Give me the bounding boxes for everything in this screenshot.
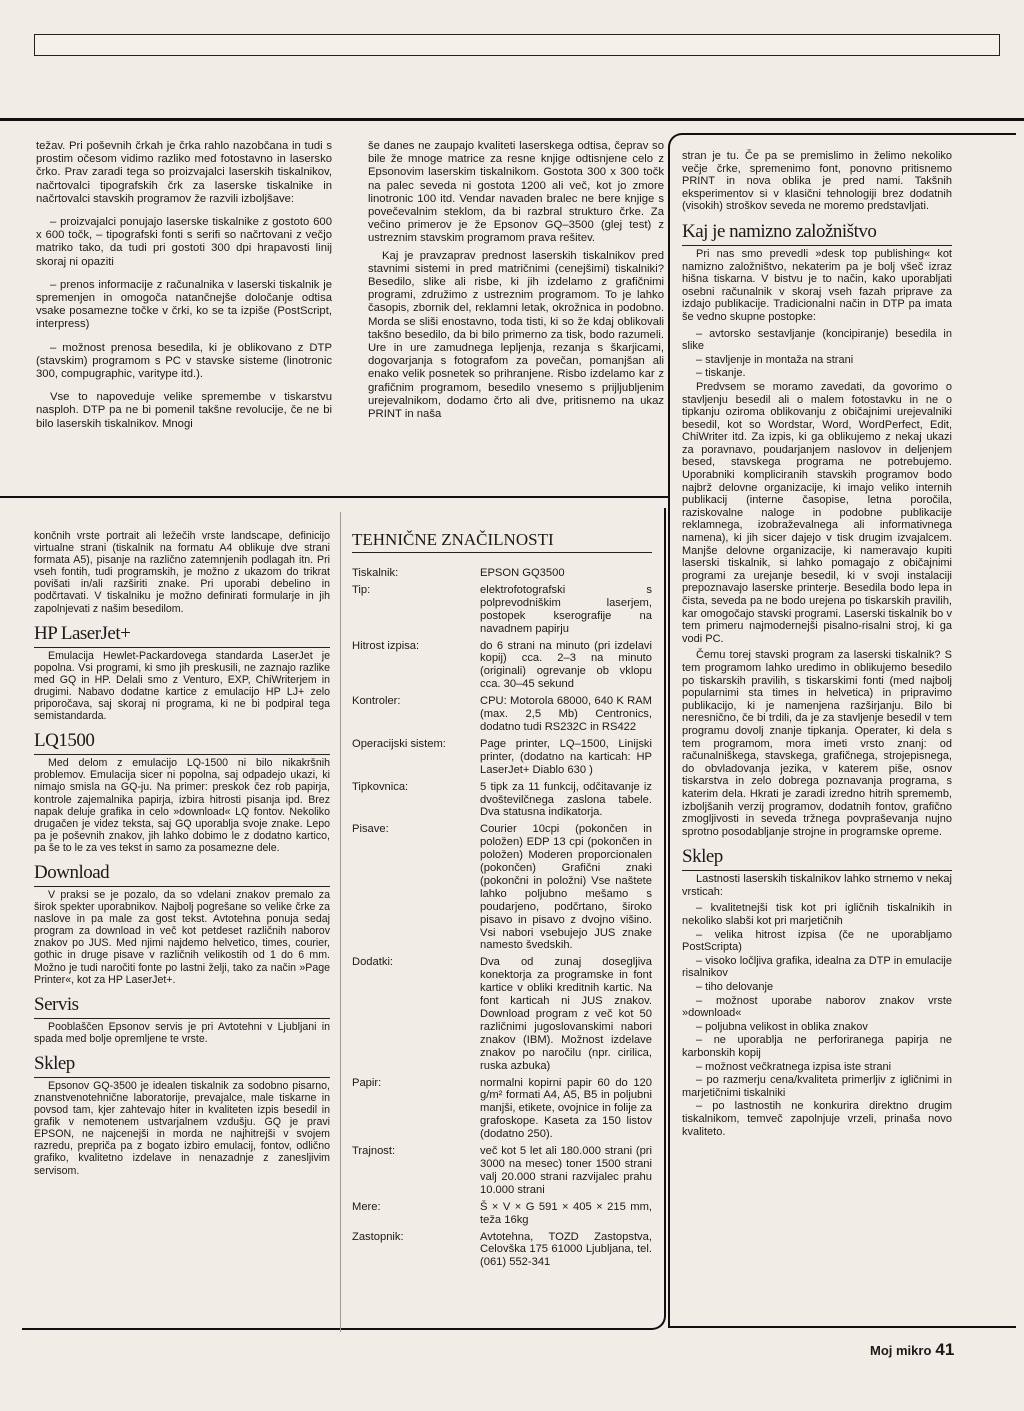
spec-label: Dodatki: [352,956,394,969]
spec-value: Š × V × G 591 × 405 × 215 mm, teža 16kg [480,1200,652,1226]
list [682,902,952,1138]
spec-row [352,1077,652,1142]
paragraph: – proizvajalci ponujajo laserske tiskalnike z gostoto 600 x 600 točk, – tipografski fonti s serifi so načrtovani z večjo matriko tako, da tudi pri gostoti 300 dpi hrapavosti linij skoraj ni opaziti [36,216,332,268]
spec-value: Page printer, LQ–1500, Linijski printer, (dodatno na karticah: HP LaserJet+ Diablo 630 ) [480,737,652,776]
spec-row [352,1145,652,1197]
heading-hp-laserjet: HP LaserJet+ [34,623,330,648]
list-item: – po razmerju cena/kvaliteta primerljiv z igličnimi in marjetičnimi tiskalniki [682,1074,952,1099]
spec-label: Tipkovnica: [352,780,409,793]
paragraph: Epsonov GQ-3500 je idealen tiskalnik za sodobno pisarno, znanstvenotehnične laboratorije, prevajalce, male tiskarne in povsod tam, kjer zahtevajo hiter in kvaliteten izpis besedil in grafik v nemotenem ustvarjalnem vzdušju. GQ je pravi EPSON, ne najcenejši in morda ne najhitrejši v svojem razredu, prepriča pa z bogato izbiro emulacij, fontov, odlično grafiko, kvalitetno izdelave in nenazadnje z zanesljivim servisom. [34,1079,330,1177]
list-item: – velika hitrost izpisa (če ne uporabljamo PostScripta) [682,928,952,954]
spec-label: Zastopnik: [352,1230,404,1243]
heading-namizno-zaloznistvo: Kaj je namizno založništvo [682,221,952,246]
paragraph: Med delom z emulacijo LQ-1500 ni bilo nikakršnih problemov. Emulacija sicer ni popolna, saj odpadejo ukazi, ki nimajo smisla na GQ-ju. Na primer: preskok čez rob papirja, kontrole zajemalnika papirja, izbira hitrosti pisanja ipd. Brez napak deluje grafika in celo »download« LQ fontov. Nekoliko drugačen je videz teksta, saj GQ uporablja svoje znake. Lepo pa je poševnih znakov, jih lahko dobimo le z dodatno kartico, pa še to le za ves tekst in samo za posamezne dele. [34,757,330,854]
spec-value: normalni kopirni papir 60 do 120 g/m² formati A4, A5, B5 in poljubni manjši, etikete, ovojnice in folije za grafoskope. Kaseta za 150 listov (dodatno 250). [480,1076,652,1141]
spec-value: Avtotehna, TOZD Zastopstva, Celovška 175 61000 Ljubljana, tel. (061) 552-341 [480,1230,652,1269]
list-item: – stavljenje in montaža na strani [696,353,854,366]
list-item: – poljubna velikost in oblika znakov [696,1020,868,1033]
paragraph: – prenos informacije z računalnika v laserski tiskalnik je spremenjen in omogoča natančnejše določanje odtisa vsake posamezne točke v črki, ko se ta izpiše (PostScript, interpress) [36,278,332,331]
spec-label: Tiskalnik: [352,567,399,579]
spec-row [352,584,652,636]
paragraph: težav. Pri poševnih črkah je črka rahlo nazobčana in tudi s prostim očesom vidimo razliko med fotostavno in lasersko črko. Prav zaradi tega so proizvajalci laserskih tiskalnikov, načrtovalci tipografskih črk za laserske tiskalnike in načrtovalci stavskih programov že razvili izboljšave: [36,140,332,205]
paragraph: Lastnosti laserskih tiskalnikov lahko strnemo v nekaj vrsticah: [682,873,952,898]
spec-row [352,781,652,820]
spec-value: Dva od zunaj dosegljiva konektorja za programske in font kartice v obliki kreditnih kartic. Na font karticah ni JUS znakov. Download program z več kot 50 različnimi jugoslovanskimi nabori znakov (IBM). Možnost izdelave znakov po naročilu (npr. cirilica, ruska azbuka) [480,956,652,1072]
tech-specs-table [352,567,652,1269]
paragraph: končnih vrste portrait ali ležečih vrste landscape, definicijo virtualne strani (tiskalnik na formatu A4 oblikuje dve strani formata A5), pisanje na različno zatemnjenih podlagah itn. Pri vseh fontih, tudi programskih, je možno z ukazom do trikrat povišati in/ali razširiti znake. Pri uporabi debelino in podčrtavati. V tiskalniku je možno definirati formularje in jih zapolnjevati z našim besedilom. [34,530,330,615]
heading-sklep-right: Sklep [682,846,952,871]
spec-row [352,567,652,580]
paragraph: Pooblaščen Epsonov servis je pri Avtotehni v Ljubljani in spada med bolje opremljene te vrste. [34,1020,330,1045]
heading-servis: Servis [34,994,330,1019]
column-b [368,140,664,425]
spec-value: do 6 strani na minuto (pri izdelavi kopij) cca. 2–3 na minuto (originali) ogrevanje ob vklopu cca. 30–45 sekund [480,639,652,691]
spec-label: Mere: [352,1200,381,1213]
spec-label: Kontroler: [352,695,401,708]
heading-sklep: Sklep [34,1053,330,1078]
top-frame [34,34,1000,56]
spec-value: več kot 5 let ali 180.000 strani (pri 3000 na mesec) toner 1500 strani valj 20.000 strani razvijalec prahu 10.000 strani [480,1145,652,1196]
list [682,328,952,380]
column-right [682,150,952,1139]
paragraph: V praksi se je pozalo, da so vdelani znakov premalo za širok spekter uporabnikov. Najbolj pogrešane so velike črke za naslove in pa male za gost tekst. Avtotehna ponuja sedaj program za download in več kot petdeset različnih naborov znakov po JUS. Med njimi najdemo helvetico, times, courier, gothic in druge pisave v različnih velikostih od 1 do 6 mm. Možno je tudi naročiti fonte po lastni želji, tako za način »Page Printer«, kot za HP LaserJet+. [34,888,330,986]
spec-row [352,1231,652,1270]
magazine-name: Moj mikro [870,1343,932,1358]
paragraph: stran je tu. Če pa se premislimo in želimo nekoliko večje črke, spremenimo font, ponovno pritisnemo PRINT in nova oblika je pred nami. Takšnih eksperimentov si v klasični tehnologiji brez dodatnih (visokih) stroškov seveda ne moremo predstavljati. [682,150,952,213]
spec-label: Trajnost: [352,1145,396,1158]
spec-row [352,738,652,777]
list-item: – po lastnostih ne konkurira direktno drugim tiskalnikom, temveč zapolnjuje vrzeli, prinaša novo kvaliteto. [682,1100,952,1138]
spec-row [352,956,652,1072]
top-rule [0,118,1024,121]
spec-label: Pisave: [352,823,389,836]
page-number: 41 [935,1340,955,1359]
heading-lq1500: LQ1500 [34,730,330,755]
column-a [36,140,332,435]
spec-row [352,640,652,692]
spec-value: elektrofotografski s polprevodniškim laserjem, postopek kserografije na navadnem papirju [480,583,652,635]
paragraph: Kaj je pravzaprav prednost laserskih tiskalnikov pred stavnimi sistemi in pred matričnimi (cenejšimi) tiskalniki? Besedilo, slike ali risbe, ki jih izdelamo z grafičnimi programi, združimo z ustreznim programom. To je lahko časopis, zbornik del, reklamni letak, okrožnica in podobno. Morda se sliši enostavno, toda tisti, ki so že kdaj oblikovali takšno besedilo, da bi bilo primerno za tisk, bodo razumeli. Ure in ure zamudnega lepljenja, rezanja s škarjicami, dogovarjanja s fotografom za povečan, pomanjšan ali enako velik posnetek so prihranjene. Risbo izdelamo kar z grafičnim programom, besedilo vnesemo s prijljubljenim urejevalnikom, dodamo črto ali dve, pritisnemo na ukaz PRINT in naša [368,249,664,421]
list-item: – možnost večkratnega izpisa iste strani [696,1060,892,1073]
column-rule [340,512,341,1332]
spec-label: Operacijski sistem: [352,737,446,750]
paragraph: – možnost prenosa besedila, ki je oblikovano z DTP (stavskim) programom s PC v stavske sisteme (linotronic 300, compugraphic, varitype itd.). [36,341,332,381]
paragraph: Čemu torej stavski program za laserski tiskalnik? S tem programom lahko uredimo in oblikujemo besedilo po tiskarskih pravilih, s tiskarskimi fonti (med najbolj popularnimi sta times in helvetica) in pripravimo publikacijo, ki je namenjena razširjanju. Bilo bi neresnično, če bi trdili, da je za stavljenje besedil v tem programu dovolj znanje tipkanja. Operater, ki dela s tem programom, mora imeti vrsto znanj: od računalniškega, stavskega, grafičnega, strojepisnega, do obvladovanja jezika, v katerem piše, osnov tiskarstva in zelo dobrega poznavanja programa, s katerim dela. Hkrati je zaradi izredno hitrih sprememb, izboljšanih verzij programov, dodatnih fontov, grafično zmogljivosti in seveda tržnega povpraševanja nujno sprotno posodabljanje strojne in programske opreme. [682,649,952,838]
heading-download: Download [34,862,330,887]
tech-specs-title: TEHNIČNE ZNAČILNOSTI [352,530,652,553]
spec-label: Papir: [352,1076,382,1089]
column-review [34,530,330,1181]
paragraph: Predvsem se moramo zavedati, da govorimo o stavljenju besedil ali o malem fotostavku in ne o tipkanju oziroma oblikovanju z običajnimi urejevalniki besedil, kot so Wordstar, Word, WordPerfect, Edit, ChiWriter itd. Za izpis, ki ga oblikujemo z nekaj ukazi za poravnavo, poudarjanjem naslovov in deljenjem besed, stavskega programa ne potrebujemo. Uporabniki kompliciranih stavskih programov bodo najbrž delovne organizacije, ki imajo veliko internih publikacij (interne časopise, letna poročila, raziskovalne naloge in podobne publikacije reklamnega, izobraževalnega ali informativnega namena), ki jih sicer dajejo v tisk drugim izvajalcem. Manjše delovne organizacije, ki nameravajo kupiti laserski tiskalnik, si lahko pomagajo z običajnimi programi za urejanje besedil, ki v svoji instalaciji prepoznavajo laserske printerje. Besedila bodo lepa in čista, seveda pa ne bodo urejena po tiskarskih pravilih, kar omogočajo stavski programi. Laserski tiskalnik bo v tem primeru najmodernejši pisalno-risalni stroj, ki ga vodi PC. [682,380,952,645]
tech-specs [352,530,652,1273]
spec-value: EPSON GQ3500 [480,567,565,579]
page-footer [870,1340,954,1360]
spec-row [352,1201,652,1227]
spec-value: CPU: Motorola 68000, 640 K RAM (max. 2,5 Mb) Centronics, dodatno tudi RS232C in RS422 [480,695,652,733]
spec-value: Courier 10cpi (pokončen in položen) EDP 13 cpi (pokončen in položen) Moderen proporcionalen (pokončen) Grafični znaki (pokončni in položni) Vse naštete lahko poljubno mešamo s poudarjeno, podčrtano, široko pisavo in pisavo z dvojno višino. Vsi nabori vsebujejo JUS znake namesto švedskih. [480,823,652,952]
paragraph: Vse to napoveduje velike spremembe v tiskarstvu nasploh. DTP pa ne bi pomenil takšne revolucije, če ne bi bilo laserskih tiskalnikov. Mnogi [36,391,332,430]
list-item: – tiskanje. [696,367,746,380]
list-item: – možnost uporabe naborov znakov vrste »download« [682,994,952,1020]
section-divider [0,496,668,498]
list-item: – kvalitetnejši tisk kot pri igličnih tiskalnikih in nekoliko slabši kot pri marjetičnih [682,902,952,928]
spec-row [352,695,652,734]
list-item: – visoko ločljiva grafika, idealna za DTP in emulacije risalnikov [682,954,952,980]
paragraph: Pri nas smo prevedli »desk top publishing« kot namizno založništvo, nekaterim pa je bolj všeč izraz hišna tiskarna. V bistvu je to način, kako uporabljati osebni računalnik v skoraj vseh fazah priprave za izdajo publikacije. Tradicionalni način in DTP pa imata še vedno skupne postopke: [682,247,952,323]
list-item: – tiho delovanje [696,981,774,994]
list-item: – avtorsko sestavljanje (koncipiranje) besedila in slike [682,327,952,353]
spec-label: Hitrost izpisa: [352,639,420,652]
spec-row [352,823,652,952]
paragraph: Emulacija Hewlet-Packardovega standarda LaserJet je popolna. Vsi programi, ki smo jih preskusili, ne zaznajo razlike med GQ in HP. Delali smo z Venturo, EXP, ChiWriterjem in drugimi. Nabavo dodatne kartice z emulacijo HP LJ+ zelo priporočava, saj skoraj ni programa, ki ne bi podpiral tega semistandarda. [34,649,330,723]
spec-value: 5 tipk za 11 funkcij, odčitavanje iz dvoštevilčnega zaslona tabele. Dva statusna indikatorja. [480,780,652,819]
paragraph: še danes ne zaupajo kvaliteti laserskega odtisa, čeprav so bile že mnoge matrice za resne knjige odtisnjene celo z Epsonovim laserskim tiskalnikom. Gostota 300 x 300 točk na palec seveda ni gostota 1200 ali več, kot jo zmore linotronic 100 itd. Vendar navaden bralec ne bere knjige s povečevalnim steklom, da bi razbral strukturo črke. Za večino primerov je že Epsonov GQ–3500 (glej test) z ustreznim stavskim programom prava rešitev. [368,140,664,245]
list-item: – ne uporablja ne perforiranega papirja ne karbonskih kopij [682,1034,952,1059]
spec-label: Tip: [352,583,371,596]
